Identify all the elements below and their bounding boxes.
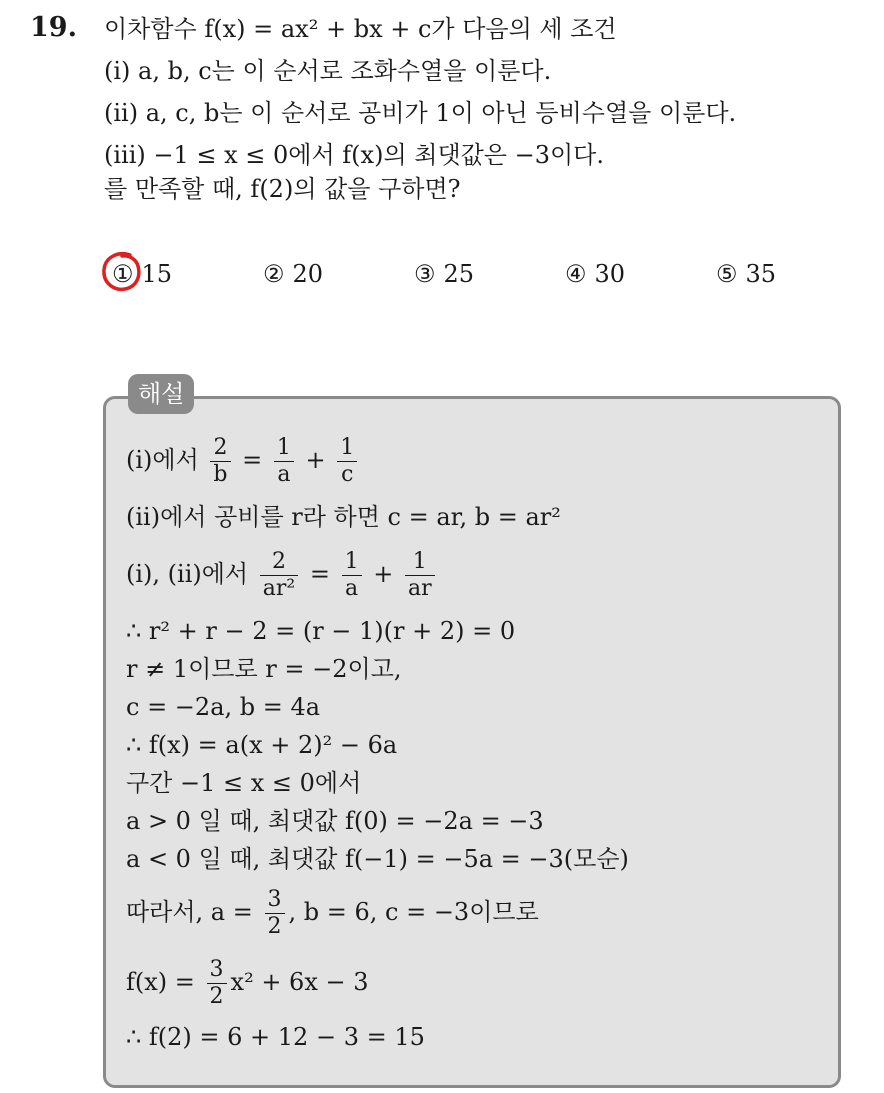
fraction-1-over-c bbox=[337, 435, 357, 488]
solution-line-12 bbox=[126, 952, 369, 1012]
solution-line-11 bbox=[126, 882, 539, 942]
solution-line-1 bbox=[126, 430, 361, 490]
plus-sign: + bbox=[373, 560, 394, 588]
fraction-3-over-2 bbox=[207, 957, 227, 1010]
question-number: 19. bbox=[30, 12, 77, 43]
choice-3-value: 25 bbox=[443, 260, 475, 288]
question-line-5: 를 만족할 때, f(2)의 값을 구하면? bbox=[104, 175, 461, 203]
frac-num: 3 bbox=[207, 957, 227, 984]
choice-4-value: 30 bbox=[594, 260, 626, 288]
frac-num: 1 bbox=[274, 435, 294, 462]
solution-line-2: (ii)에서 공비를 r라 하면 c = ar, b = ar² bbox=[126, 503, 561, 531]
solution-line-6: c = −2a, b = 4a bbox=[126, 693, 321, 721]
frac-num: 1 bbox=[405, 549, 435, 576]
choice-4[interactable] bbox=[565, 256, 625, 292]
solution-line-10: a < 0 일 때, 최댓값 f(−1) = −5a = −3(모순) bbox=[126, 845, 629, 873]
solution-tag: 해설 bbox=[128, 374, 194, 414]
answer-circle-mark-icon bbox=[100, 250, 144, 294]
choice-3-number: ③ bbox=[414, 260, 436, 288]
line3-prefix: (i), (ii)에서 bbox=[126, 560, 249, 588]
fraction-1-over-a bbox=[342, 549, 362, 602]
frac-den: ar bbox=[407, 576, 432, 601]
frac-den: 2 bbox=[267, 914, 282, 939]
choice-2[interactable] bbox=[263, 256, 323, 292]
choice-2-value: 20 bbox=[292, 260, 324, 288]
plus-sign: + bbox=[305, 446, 326, 474]
fraction-1-over-a bbox=[274, 435, 294, 488]
frac-den: 2 bbox=[209, 984, 224, 1009]
choice-5-value: 35 bbox=[745, 260, 777, 288]
solution-line-5: r ≠ 1이므로 r = −2이고, bbox=[126, 655, 402, 683]
frac-num: 3 bbox=[265, 887, 285, 914]
frac-den: a bbox=[345, 576, 359, 601]
condition-i: (i) a, b, c는 이 순서로 조화수열을 이룬다. bbox=[104, 57, 552, 85]
choice-2-number: ② bbox=[263, 260, 285, 288]
choice-5[interactable] bbox=[716, 256, 776, 292]
frac-den: b bbox=[213, 462, 228, 487]
line11-suffix: , b = 6, c = −3이므로 bbox=[288, 898, 539, 926]
fraction-2-over-b bbox=[210, 435, 230, 488]
choice-4-number: ④ bbox=[565, 260, 587, 288]
line12-suffix: x² + 6x − 3 bbox=[230, 968, 369, 996]
solution-line-13: ∴ f(2) = 6 + 12 − 3 = 15 bbox=[126, 1023, 425, 1051]
frac-den: a bbox=[277, 462, 291, 487]
question-line-1: 이차함수 f(x) = ax² + bx + c가 다음의 세 조건 bbox=[104, 15, 617, 43]
choice-3[interactable] bbox=[414, 256, 474, 292]
frac-den: ar² bbox=[262, 576, 296, 601]
frac-num: 2 bbox=[260, 549, 298, 576]
fraction-1-over-ar bbox=[405, 549, 435, 602]
frac-num: 1 bbox=[337, 435, 357, 462]
fraction-3-over-2 bbox=[265, 887, 285, 940]
choice-1-value: 15 bbox=[141, 260, 173, 288]
frac-num: 2 bbox=[210, 435, 230, 462]
choice-5-number: ⑤ bbox=[716, 260, 738, 288]
equals-sign: = bbox=[309, 560, 330, 588]
fraction-2-over-ar2 bbox=[260, 549, 298, 602]
solution-line-3 bbox=[126, 544, 439, 604]
solution-line-7: ∴ f(x) = a(x + 2)² − 6a bbox=[126, 731, 398, 759]
condition-iii: (iii) −1 ≤ x ≤ 0에서 f(x)의 최댓값은 −3이다. bbox=[104, 141, 604, 169]
line1-prefix: (i)에서 bbox=[126, 446, 199, 474]
frac-num: 1 bbox=[342, 549, 362, 576]
solution-line-9: a > 0 일 때, 최댓값 f(0) = −2a = −3 bbox=[126, 807, 544, 835]
line11-prefix: 따라서, a = bbox=[126, 898, 253, 926]
equals-sign: = bbox=[242, 446, 263, 474]
condition-ii: (ii) a, c, b는 이 순서로 공비가 1이 아닌 등비수열을 이룬다. bbox=[104, 99, 737, 127]
solution-line-4: ∴ r² + r − 2 = (r − 1)(r + 2) = 0 bbox=[126, 617, 516, 645]
line12-prefix: f(x) = bbox=[126, 968, 195, 996]
frac-den: c bbox=[341, 462, 354, 487]
solution-line-8: 구간 −1 ≤ x ≤ 0에서 bbox=[126, 769, 362, 797]
choice-1-number: ① bbox=[112, 260, 134, 288]
